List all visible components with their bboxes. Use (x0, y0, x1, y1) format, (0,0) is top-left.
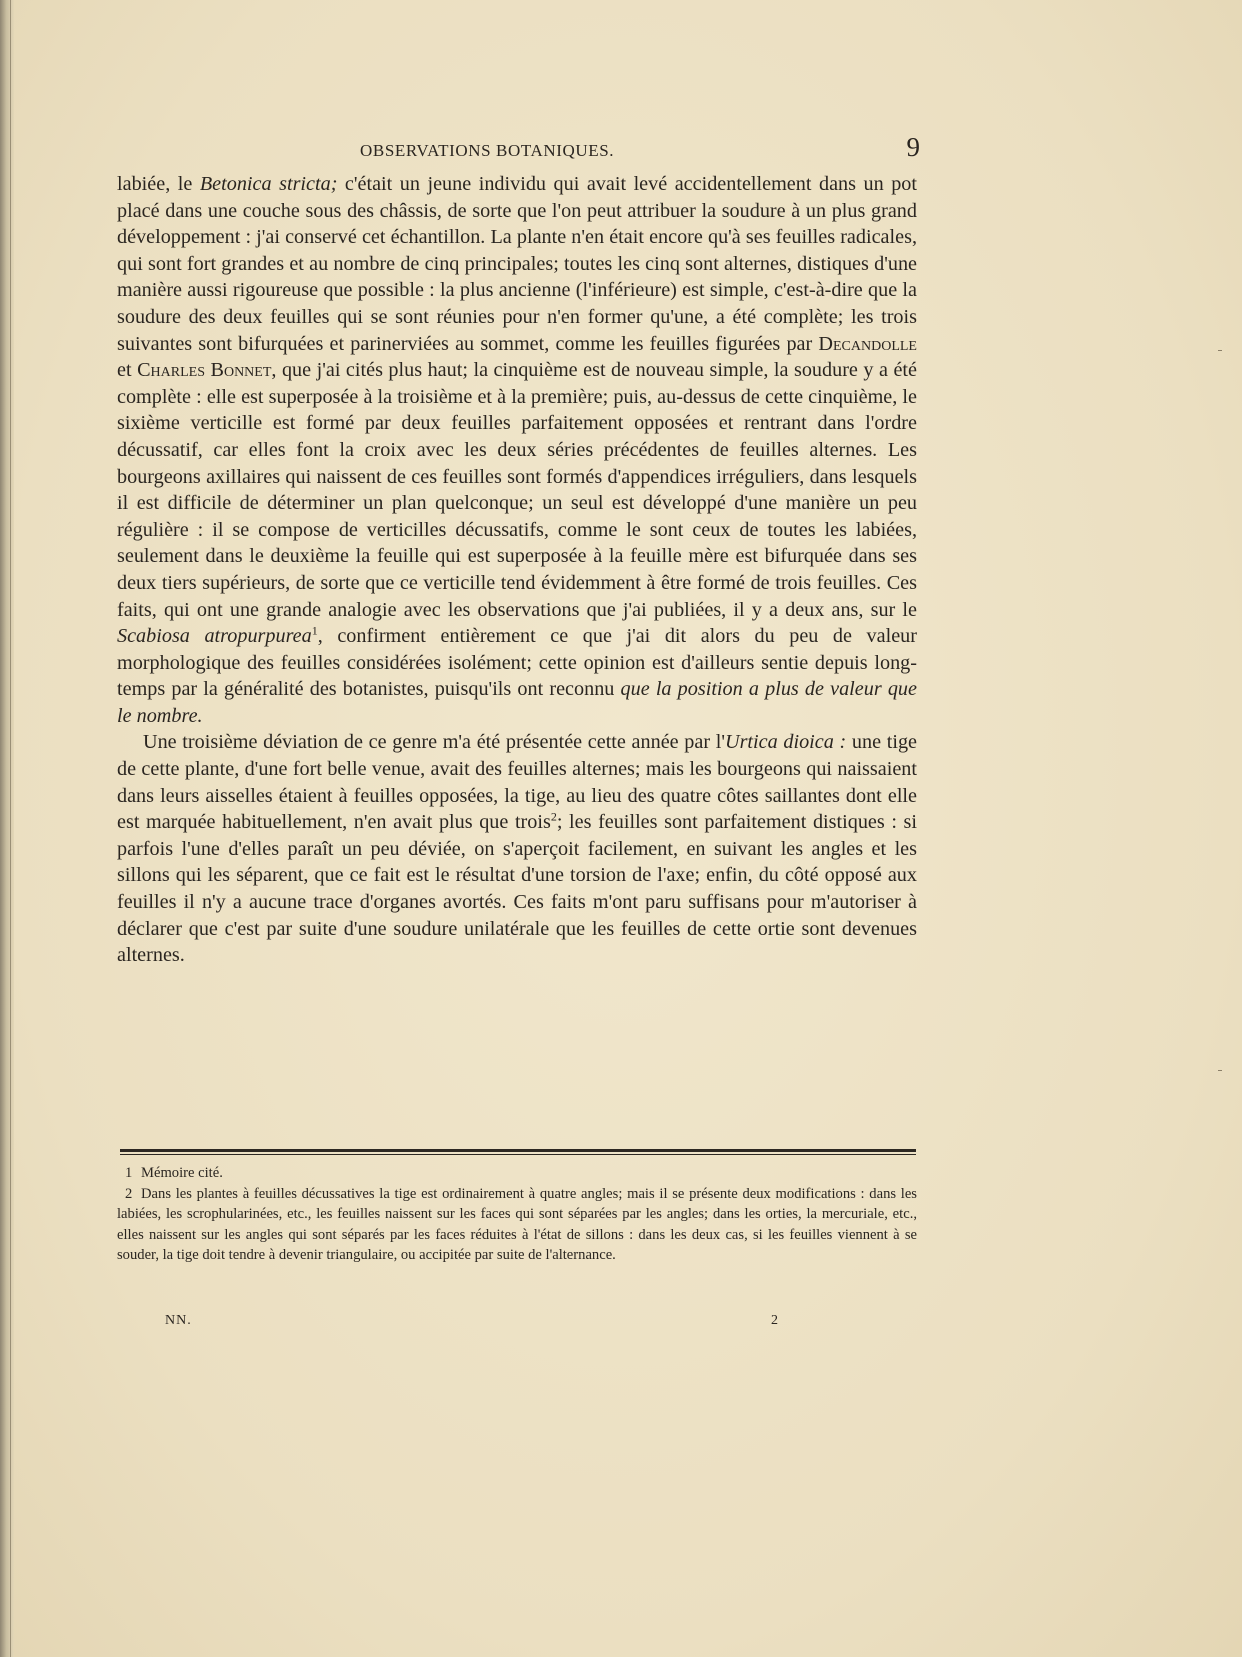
paragraph-1 (117, 171, 917, 729)
footnote-text: Dans les plantes à feuilles décussatives la tige est ordinairement à quatre angles; mais il se présente deux modifications : dans les labiées, les scrophularinées, etc., les feuilles naissent sur les faces qui sont séparées par les angles; dans les orties, la mercuriale, etc., elles naissent sur les angles qui sont séparés par les faces réduites à l'état de sillons : dans les deux cas, si les feuilles viennent à se souder, la tige doit tendre à devenir triangulaire, ou accipitée par suite de l'alternance. (117, 1185, 917, 1263)
page-number: 9 (906, 132, 920, 162)
text-run: labiée, le (117, 173, 200, 195)
footnote-1 (117, 1163, 917, 1184)
footnotes (117, 1163, 917, 1266)
margin-mark (1218, 350, 1222, 351)
footnote-number: 1 (125, 1165, 133, 1181)
printer-signature (117, 1313, 917, 1333)
footnote-2 (117, 1184, 917, 1266)
running-head (117, 132, 920, 169)
spine-shadow-line (10, 0, 11, 1657)
text-run: , confirment entièrement ce que j'ai dit alors du peu de valeur morphologique des feuilles considérées isolément; cette opinion est d'ailleurs sentie depuis long-temps par la généralité des botanistes, puisqu'ils ont reconnu (117, 625, 917, 701)
text-run: c'était un jeune individu qui avait levé accidentellement dans un pot placé dans une couche sous des châssis, de sorte que l'on peut attribuer la soudure à un plus grand développement : j'ai conservé cet échantillon. La plante n'en était encore qu'à ses feuilles radicales, qui sont fort grandes et au nombre de cinq principales; toutes les cinq sont alternes, distiques d'une manière aussi rigoureuse que possible : la plus ancienne (l'inférieure) est simple, c'est-à-dire que la soudure des deux feuilles qui se sont réunies pour n'en former qu'une, a été complète; les trois suivantes sont bifurquées et parinerviées au sommet, comme les feuilles figurées par (117, 173, 917, 355)
text-run: Une troisième déviation de ce genre m'a été présentée cette année par l' (143, 731, 725, 754)
footnote-ref-2: 2 (550, 809, 557, 824)
species-name-betonica: Betonica stricta; (199, 173, 338, 195)
author-name-decandolle: Decandolle (818, 332, 917, 355)
text-run: ; les feuilles sont parfaitement distiques : si parfois l'une d'elles paraît un peu déviée, on s'aperçoit facilement, en suivant les angles et les sillons qui les séparent, que ce fait est le résultat d'une torsion de l'axe; enfin, du côté opposé aux feuilles il n'y a aucune trace d'organes avortés. Ces faits m'ont paru suffisans pour m'autoriser à déclarer que c'est par suite d'une soudure unilatérale que les feuilles de cette ortie sont devenues alternes. (117, 811, 918, 967)
main-text (117, 171, 917, 969)
species-name-scabiosa: Scabiosa atropurpurea (117, 625, 312, 648)
emphasized-phrase: que la position a plus de valeur que le nombre. (117, 678, 917, 727)
text-run: une tige de cette plante, d'une fort belle venue, avait des feuilles alternes; mais les bourgeons qui naissaient dans leurs aisselles étaient à feuilles opposées, la tige, au lieu des quatre côtes saillantes dont elle est marquée habituellement, n'en avait plus que trois (117, 731, 917, 834)
running-head-title: OBSERVATIONS BOTANIQUES. (360, 141, 615, 160)
footnote-text: Mémoire cité. (141, 1165, 223, 1181)
signature-number: 2 (771, 1313, 778, 1328)
species-name-urtica: Urtica dioica : (725, 731, 847, 754)
footnote-rule-thin (120, 1154, 916, 1155)
paragraph-2 (117, 729, 917, 968)
footnote-number: 2 (125, 1185, 133, 1202)
text-run: et (117, 359, 138, 382)
footnote-ref-1: 1 (311, 623, 318, 638)
footnote-rule (120, 1149, 916, 1152)
book-spine-edge (0, 0, 14, 1657)
margin-mark (1218, 1070, 1222, 1071)
signature-mark: NN. (165, 1313, 192, 1328)
author-name-bonnet: Charles Bonnet (137, 359, 272, 382)
text-run: , que j'ai cités plus haut; la cinquième est de nouveau simple, la soudure y a été complète : elle est superposée à la troisième et à la première; puis, au-dessus de cette cinquième, le sixième verticille est formé par deux feuilles parfaitement opposées et rentrant dans l'ordre décussatif, car elles font la croix avec les deux séries précédentes de feuilles alternes. Les bourgeons axillaires qui naissent de ces feuilles sont formés d'appendices irréguliers, dans lesquels il est difficile de déterminer un plan quelconque; un seul est développé d'une manière un peu régulière : il se compose de verticilles décussatifs, comme le sont ceux de toutes les labiées, seulement dans le deuxième la feuille qui est superposée à la feuille mère est bifurquée dans ses deux tiers supérieurs, de sorte que ce verticille tend évidemment à être formé de trois feuilles. Ces faits, qui ont une grande analogie avec les observations que j'ai publiées, il y a deux ans, sur le (117, 359, 917, 621)
